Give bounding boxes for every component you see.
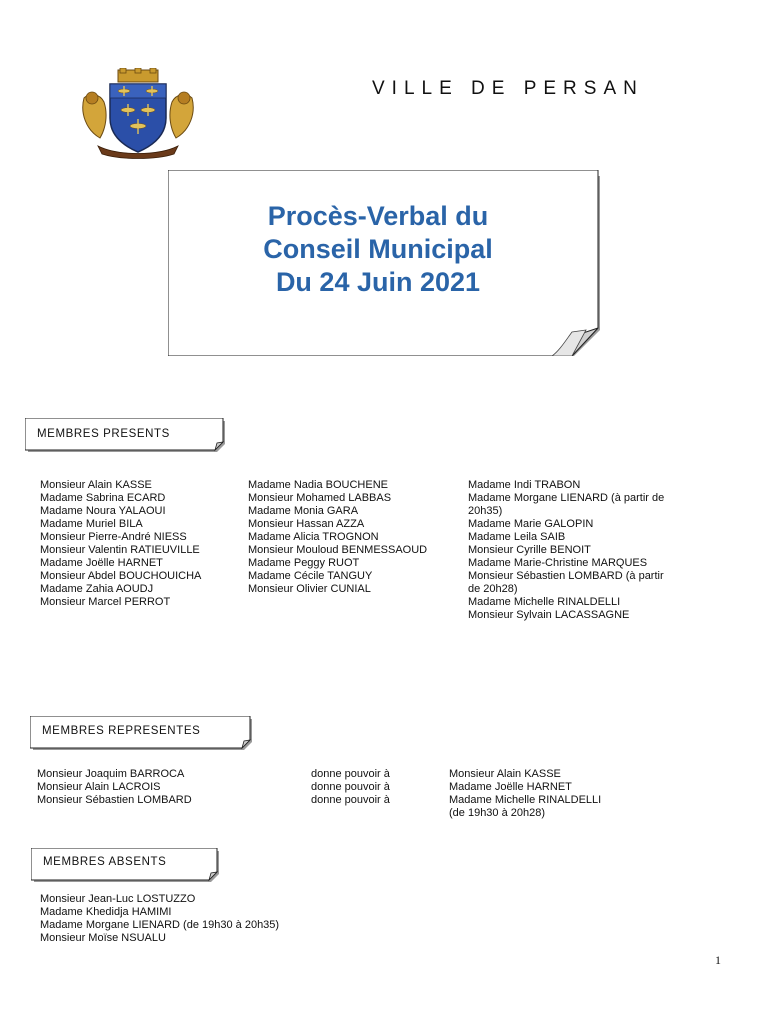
proxy-text: donne pouvoir à	[311, 768, 390, 780]
list-item: Madame Morgane LIENARD (de 19h30 à 20h35)	[40, 919, 280, 931]
title-line-2: Conseil Municipal	[263, 234, 493, 264]
page-number: 1	[715, 953, 721, 967]
list-item: Madame Zahia AOUDJ	[40, 583, 154, 595]
list-item: Monsieur Pierre-André NIESS	[40, 531, 187, 543]
persan-coat-of-arms-logo	[78, 68, 198, 160]
list-item: Madame Cécile TANGUY	[248, 570, 373, 582]
list-item: Madame Alicia TROGNON	[248, 531, 379, 543]
list-item: Monsieur Marcel PERROT	[40, 596, 171, 608]
document-title	[168, 200, 588, 299]
section-label-text: MEMBRES ABSENTS	[43, 856, 167, 868]
list-item: Monsieur Mouloud BENMESSAOUD	[248, 544, 428, 556]
list-item: (de 19h30 à 20h28)	[449, 807, 546, 819]
list-item: Madame Morgane LIENARD (à partir de	[468, 492, 665, 504]
list-item: Madame Monia GARA	[248, 505, 359, 517]
list-item: Madame Michelle RINALDELLI	[449, 794, 602, 806]
list-item: Madame Muriel BILA	[40, 518, 143, 530]
present-column-1	[40, 479, 201, 609]
list-item: Monsieur Olivier CUNIAL	[248, 583, 371, 595]
list-item: Monsieur Alain KASSE	[449, 768, 561, 780]
list-item: Madame Joëlle HARNET	[449, 781, 572, 793]
list-item: Madame Marie-Christine MARQUES	[468, 557, 648, 569]
section-label-text: MEMBRES REPRESENTES	[42, 725, 201, 737]
list-item: Monsieur Sylvain LACASSAGNE	[468, 609, 630, 621]
present-column-3	[468, 479, 664, 622]
list-item: Madame Joëlle HARNET	[40, 557, 163, 569]
list-item: Monsieur Joaquim BARROCA	[37, 768, 185, 780]
proxy-text: donne pouvoir à	[311, 794, 390, 806]
list-item: Monsieur Valentin RATIEUVILLE	[40, 544, 200, 556]
list-item: Monsieur Moïse NSUALU	[40, 932, 166, 944]
list-item: Monsieur Abdel BOUCHOUICHA	[40, 570, 202, 582]
title-card	[168, 170, 600, 356]
list-item: Monsieur Hassan AZZA	[248, 518, 365, 530]
list-item: Madame Peggy RUOT	[248, 557, 360, 569]
list-item: de 20h28)	[468, 583, 518, 595]
list-item: Madame Khedidja HAMIMI	[40, 906, 172, 918]
list-item: Monsieur Sébastien LOMBARD	[37, 794, 192, 806]
list-item: Monsieur Alain KASSE	[40, 479, 152, 491]
represented-members	[37, 768, 192, 807]
section-label-absent	[31, 848, 219, 882]
list-item: Madame Indi TRABON	[468, 479, 581, 491]
section-label-present	[25, 418, 225, 452]
list-item: Madame Sabrina ECARD	[40, 492, 166, 504]
absent-members	[40, 893, 279, 945]
list-item: Monsieur Sébastien LOMBARD (à partir	[468, 570, 664, 582]
section-label-represented	[30, 716, 252, 750]
list-item: 20h35)	[468, 505, 503, 517]
list-item: Madame Nadia BOUCHENE	[248, 479, 388, 491]
list-item: Monsieur Jean-Luc LOSTUZZO	[40, 893, 196, 905]
title-line-1: Procès-Verbal du	[267, 201, 489, 231]
list-item: Madame Michelle RINALDELLI	[468, 596, 621, 608]
list-item: Monsieur Cyrille BENOIT	[468, 544, 591, 556]
section-label-text: MEMBRES PRESENTS	[37, 428, 170, 440]
list-item: Madame Noura YALAOUI	[40, 505, 166, 517]
list-item: Monsieur Alain LACROIS	[37, 781, 161, 793]
present-column-2	[248, 479, 427, 596]
proxy-text: donne pouvoir à	[311, 781, 390, 793]
list-item: Madame Marie GALOPIN	[468, 518, 594, 530]
proxy-holders	[449, 768, 601, 820]
proxy-text-column	[311, 768, 390, 807]
town-name: VILLE DE PERSAN	[372, 78, 644, 99]
title-line-3: Du 24 Juin 2021	[275, 267, 481, 297]
list-item: Madame Leila SAIB	[468, 531, 566, 543]
list-item: Monsieur Mohamed LABBAS	[248, 492, 392, 504]
